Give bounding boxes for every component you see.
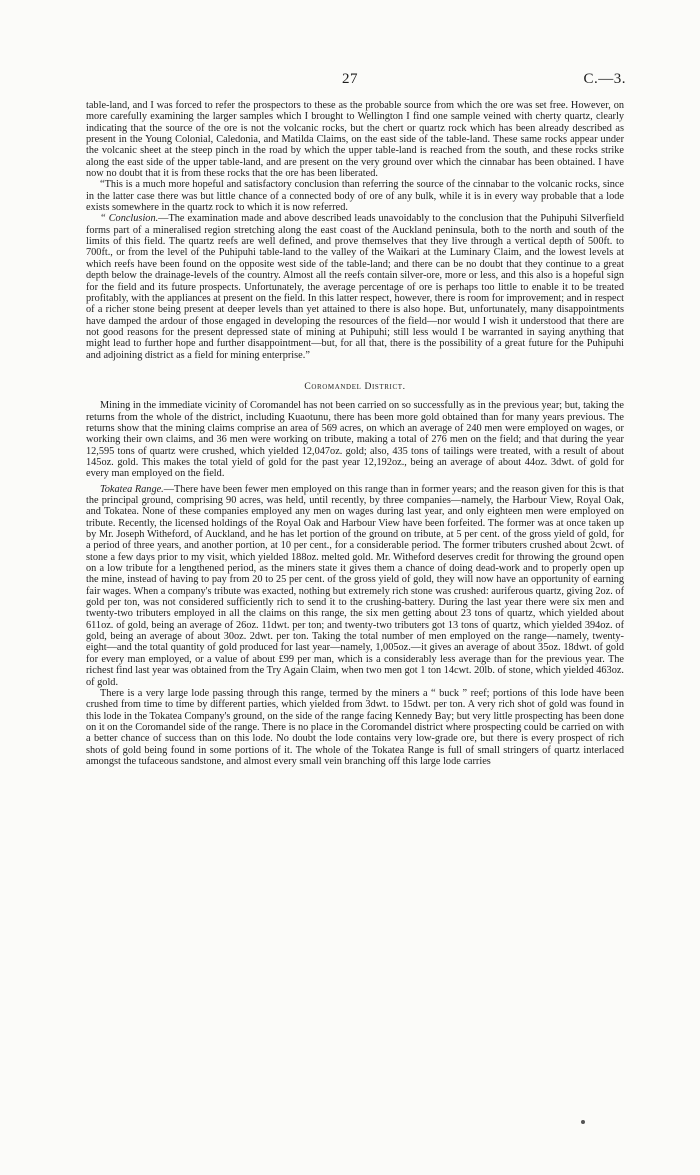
paragraph-hopeful-conclusion: “This is a much more hopeful and satisfactory conclusion than referring the source of the cinnabar to the volcanic rocks, since in the latter case there was but little chance of a connected body of ore of any bulk, while it is in every way probable that a lode exists somewhere in the quartz rock to which it is now referred. xyxy=(86,179,624,214)
section-heading-coromandel: Coromandel District. xyxy=(304,380,406,392)
conclusion-text: —The examination made and above described leads unavoidably to the conclusion that the Puhipuhi Silverfield forms part of a mineralised region stretching along the east coast of the Auckland peninsula, both to the north and south of the limits of this field. The quartz reefs are well defined, and prove themselves that they live through a vertical depth of 500ft. to 700ft., or from the level of the Puhipuhi table-land to the valley of the Waikari at the Luminary Claim, and the lowest levels at which reefs have been found on the opposite west side of the table-land; and there can be no doubt that they continue to a great depth below the drainage-levels of the country. Almost all the reefs contain silver-ore, more or less, and this also is a hopeful sign for the field and its future prospects. Unfortunately, the average percentage of ore is perhaps too little to enable it to be treated profitably, with the appliances at present on the field. In this latter respect, however, there is room for improvement; and in respect of a richer stone being present at deeper levels than yet attained to there is also hope. But, unfortunately, many disappointments have damped the ardour of those engaged in developing the resources of the field—nor would I wish it understood that there are not good reasons for the present depressed state of mining at Puhipuhi; still less would I be warranted in saying anything that might lead to further hope and further disappointment—but, for all that, there is the possibility of a great future for the Puhipuhi and adjoining district as a field for mining enterprise.” xyxy=(86,213,624,361)
tokatea-text: —There have been fewer men employed on this range than in former years; and the reason given for this is that the principal ground, comprising 90 acres, was held, until recently, by three companies—namely, the Harbour View, Royal Oak, and Tokatea. None of these companies employed any men on wages during last year, and only eighteen men were employed on tribute. Recently, the licensed holdings of the Royal Oak and Harbour View have been forfeited. The former was at once taken up by Mr. Joseph Witheford, of Auckland, and he has let portion of the ground on tribute, at 5 per cent. of the gross yield of gold, for a period of three years, and another portion, at 10 per cent., for a considerable period. The former tributers crushed about 2cwt. of stone a few days prior to my visit, which yielded 188oz. melted gold. Mr. Witheford deserves credit for throwing the ground open on a low tribute for a lengthened period, as the miners state it gives them a chance of doing dead-work and to properly open up the mine, instead of having to pay from 20 to 25 per cent. of the gross yield of gold, they will now have an opportunity of earning fair wages. When a company's tribute was exacted, nothing but extremely rich stone was crushed: auriferous quartz, giving 2oz. of gold per ton, was not considered sufficiently rich to send it to the crushing-battery. During the last year there were six men and twenty-two tributers employed in all the claims on this range, the six men getting about 23 tons of quartz, which yielded about 611oz. of gold, being an average of 26oz. 11dwt. per ton; and twenty-two tributers got 13 tons of quartz, which yielded 394oz. of gold, being an average of about 30oz. 2dwt. per ton. Taking the total number of men employed on the range—namely, twenty-eight—and the total quantity of gold produced for last year—namely, 1,005oz.—it gives an average of about 35oz. 18dwt. of gold for every man employed, or a value of about £99 per man, which is a considerably less average than for the previous year. The richest find last year was obtained from the Try Again Claim, when two men got 1 ton 14cwt. 20lb. of stone, which yielded 463oz. of gold. xyxy=(86,483,624,688)
paragraph-tokatea-range xyxy=(86,484,624,688)
paragraph-coromandel-returns: Mining in the immediate vicinity of Coromandel has not been carried on so successfully as in the previous year; but, taking the returns from the whole of the district, including Kuaotunu, there has been more gold obtained than for many years previous. The returns show that the mining claims comprise an area of 569 acres, on which an average of 240 men were employed on wages, or working their own claims, and 36 men were working on tribute, making a total of 276 men on the field; and that during the year 12,595 tons of quartz were crushed, which yielded 12,047oz. gold; also, 435 tons of tailings were treated, with a result of about 145oz. gold. This makes the total yield of gold for the past year 12,192oz., being an average of about 44oz. 3dwt. of gold for every man employed on the field. xyxy=(86,400,624,480)
paragraph-conclusion xyxy=(86,213,624,360)
ink-speck xyxy=(581,1120,585,1124)
page-number: 27 xyxy=(342,71,358,87)
conclusion-run-in-heading: “ Conclusion. xyxy=(100,213,159,225)
paragraph-buck-reef: There is a very large lode passing through this range, termed by the miners a “ buck ” reef; portions of this lode have been crushed from time to time by different parties, which yielded from 3dwt. to 15dwt. per ton. A very rich shot of gold was found in this lode in the Tokatea Company's ground, on the side of the range facing Kennedy Bay; but very little prospecting has been done on it on the Coromandel side of the range. There is no place in the Coromandel district where prospecting could be carried on with a better chance of success than on this lode. No doubt the lode contains very low-grade ore, but there is every prospect of rich shots of gold being found in some portions of it. The whole of the Tokatea Range is full of small stringers of quartz interlaced amongst the tufaceous sandstone, and almost every small vein branching off this large lode carries xyxy=(86,687,624,767)
body-text xyxy=(86,100,624,767)
tokatea-run-in-heading: Tokatea Range. xyxy=(100,483,164,495)
paragraph-continuation: table-land, and I was forced to refer the prospectors to these as the probable source from which the ore was set free. However, on more carefully examining the larger samples which I brought to Wellington I find one sample veined with cherty quartz, clearly indicating that the source of the ore is not the volcanic rocks, but the chert or quartz rock which has been already described as present in the Young Colonial, Caledonia, and Matilda Claims, on the east side of the table-land. These same rocks appear under the volcanic sheet at the steep pinch in the road by which the upper table-land is reached from the south, and these rocks strike along the east side of the upper table-land, and are present on the very ground over which the cinnabar has been obtained. I have now no doubt that it is from these rocks that the ore has been liberated. xyxy=(86,100,624,180)
document-reference: C.—3. xyxy=(583,71,626,87)
page-header xyxy=(0,71,700,91)
